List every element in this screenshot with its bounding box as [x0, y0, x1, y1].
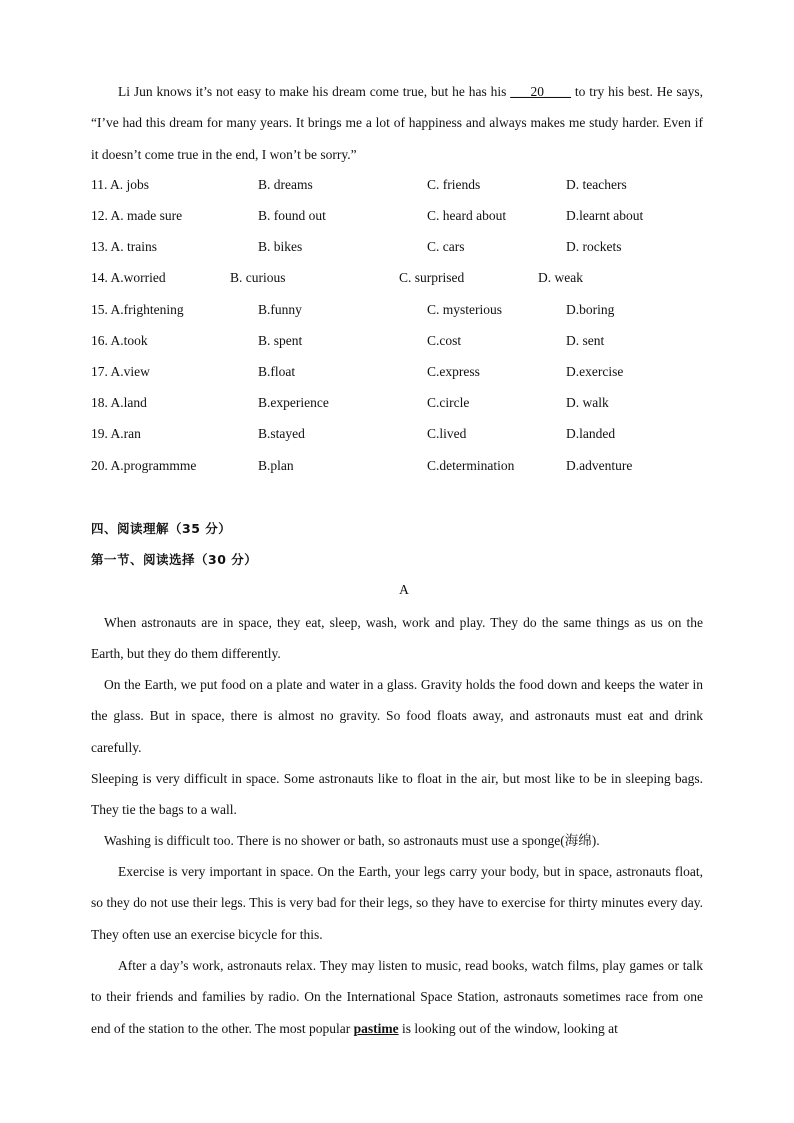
paragraph-6-text-end: is looking out of the window, looking at [398, 1020, 618, 1036]
option-b: B.experience [258, 395, 329, 410]
option-d: D.boring [566, 302, 615, 317]
paragraph-6-text-start: After a day’s work, astronauts relax. They may listen to music, read books, watch films, play games or talk to their friends and families by radio. On the International Space Station, astronauts sometimes race from one end of the station to the other. The most popular [91, 958, 703, 1036]
option-b: B.stayed [258, 426, 305, 441]
passage-paragraph-1: When astronauts are in space, they eat, sleep, wash, work and play. They do the same things as us on the Earth, but they do them differently. [91, 615, 703, 662]
option-b: B. dreams [258, 177, 313, 192]
passage-paragraph-5: Exercise is very important in space. On the Earth, your legs carry your body, but in space, astronauts float, so they do not use their legs. This is very bad for their legs, so they have to exercise for thirty minutes every day. They often use an exercise bicycle for this. [91, 864, 703, 942]
option-b: B.float [258, 364, 296, 379]
option-a: 19. A.ran [91, 426, 141, 441]
option-a: 16. A.took [91, 333, 148, 348]
passage-paragraph-4: Washing is difficult too. There is no shower or bath, so astronauts must use a sponge(海绵). [104, 833, 600, 848]
keyword-pastime: pastime [353, 1020, 399, 1036]
option-c: C.determination [427, 458, 515, 473]
option-c: C. cars [427, 239, 465, 254]
option-c: C.lived [427, 426, 467, 441]
option-a: 15. A.frightening [91, 302, 184, 317]
intro-text-end: to try his best. He says, “I’ve had this dream for many years. It brings me a lot of happiness and always makes me study harder. Even if it doesn’t come true in the end, I won’t be sorry.” [91, 84, 703, 162]
option-a: 13. A. trains [91, 239, 157, 254]
option-b: B.plan [258, 458, 294, 473]
option-d: D. sent [566, 333, 605, 348]
intro-text-start: Li Jun knows it’s not easy to make his dream come true, but he has his [118, 84, 511, 99]
option-c: C. mysterious [427, 302, 503, 317]
option-a: 17. A.view [91, 364, 150, 379]
passage-paragraph-6 [91, 950, 703, 1044]
section-subheading: 第一节、阅读选择（30 分） [91, 552, 258, 567]
option-c: C.cost [427, 333, 462, 348]
option-c: C. surprised [399, 270, 465, 285]
option-b: B. bikes [258, 239, 303, 254]
option-c: C. heard about [427, 208, 507, 223]
option-d: D. teachers [566, 177, 627, 192]
option-b: B. spent [258, 333, 303, 348]
option-a: 14. A.worried [91, 270, 166, 285]
option-b: B. found out [258, 208, 326, 223]
passage-paragraph-2: On the Earth, we put food on a plate and water in a glass. Gravity holds the food down and keeps the water in the glass. But in space, there is almost no gravity. So food floats away, and astronauts must eat and drink carefully. [91, 677, 703, 755]
option-b: B. curious [230, 270, 286, 285]
intro-paragraph [91, 76, 703, 170]
passage-title: A [399, 582, 409, 597]
option-d: D.learnt about [566, 208, 644, 223]
blank-20: ___20____ [510, 84, 572, 99]
option-a: 18. A.land [91, 395, 147, 410]
section-heading: 四、阅读理解（35 分） [91, 521, 232, 536]
option-d: D. rockets [566, 239, 622, 254]
option-c: C.circle [427, 395, 470, 410]
option-a: 20. A.programmme [91, 458, 197, 473]
option-d: D.landed [566, 426, 616, 441]
option-b: B.funny [258, 302, 302, 317]
option-c: C. friends [427, 177, 481, 192]
option-c: C.express [427, 364, 480, 379]
passage-paragraph-3: Sleeping is very difficult in space. Some astronauts like to float in the air, but most like to be in sleeping bags. They tie the bags to a wall. [91, 771, 703, 818]
option-d: D.adventure [566, 458, 633, 473]
option-d: D. walk [566, 395, 609, 410]
option-d: D. weak [538, 270, 583, 285]
option-a: 12. A. made sure [91, 208, 183, 223]
option-d: D.exercise [566, 364, 624, 379]
option-a: 11. A. jobs [91, 177, 150, 192]
